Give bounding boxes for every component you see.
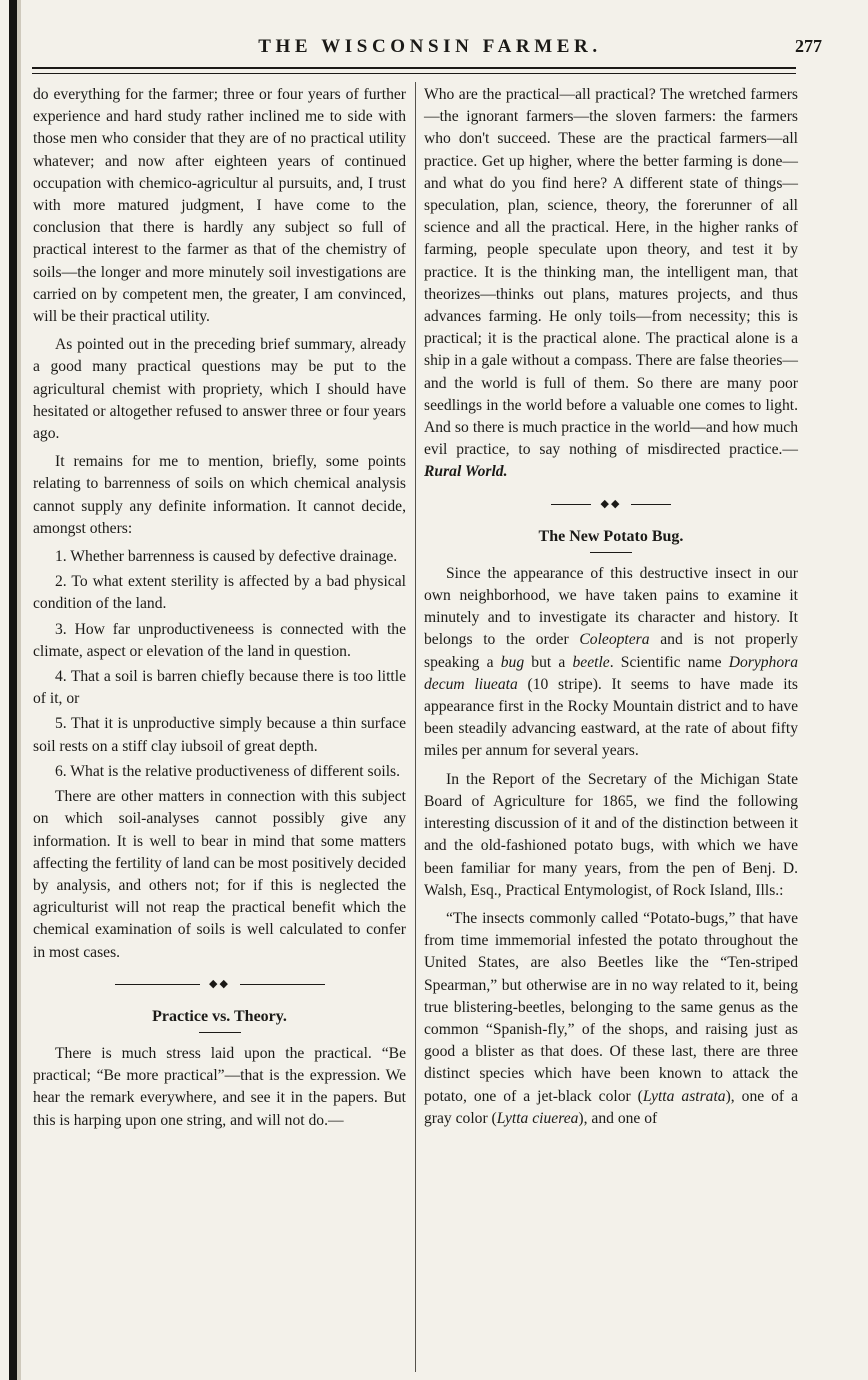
paragraph: In the Report of the Secretary of the Michigan State Board of Agriculture for 1865, we find the following interesting discussion of it and of the distinction between it and the old-fashioned potato bugs, with which we have been familiar for many years, from the pen of Benj. D. Walsh, Esq., Practical Entymologist, of Rock Island, Ills.: — [424, 770, 798, 899]
attribution: Rural World. — [424, 463, 508, 481]
paragraph-text: Who are the practical—all practical? The wretched farmers—the ignorant farmers—the sloven farmers: the farmers who don't succeed. These are the practical farmers—all practice. Get up higher, where the better farming is done—and what do you find here? A different state of things—speculation, plan, science, theory, the forerunner of all science and all the practical. Here, in the higher ranks of farming, people speculate upon theory, and test it by practice. It is the thinking man, the intelligent man, that theorizes—thinks out plans, matures projects, and thus advances farming. He only toils—from necessity; this is practical; it is the practical alone. The practical alone is a ship in a gale without a compass. There are false theories—and the world is full of them. So there are many poor seedlings in the world before a valuable one comes to light. And so there is much practice in the world—and how much evil practice, to say nothing of misdirected practice.— — [424, 86, 798, 459]
section-title: The New Potato Bug. — [538, 527, 684, 545]
section-divider — [33, 970, 406, 1002]
list-item: 1. Whether barrenness is caused by defective drainage. — [55, 548, 398, 566]
paragraph — [424, 908, 798, 1130]
binding-shadow — [17, 0, 21, 1380]
section-title: Practice vs. Theory. — [152, 1007, 287, 1025]
text-run: Since the appearance of this destructive insect in our own neighborhood, we have taken pains to examine it minutely and to investigate its character and history. It belongs to the order — [424, 564, 798, 649]
scientific-name: Lytta astrata — [642, 1087, 726, 1105]
header-rule — [32, 67, 796, 69]
list-item: 2. To what extent sterility is affected by a bad physical condition of the land. — [33, 573, 406, 613]
left-column — [33, 84, 406, 1138]
text-run: “The insects commonly called “Potato-bugs,” that have from time immemorial infested the potato throughout the United States, are also Beetles like the “Ten-striped Spearman,” but otherwise are in no way related to it, being true blistering-beetles, belonging to the same genus as the common “Spanish-fly,” of the shops, and raising just as good a blister as that does. Of these last, there are three distinct species which have been known to attack the potato, one of a jet-black color ( — [424, 909, 798, 1105]
list-item: 5. That it is unproductive simply because a thin surface soil rests on a stiff clay iubsoil of great depth. — [33, 715, 406, 755]
italic-term: Coleoptera — [579, 631, 650, 649]
section-divider — [424, 490, 798, 522]
list-item: 6. What is the relative productiveness of different soils. — [55, 762, 400, 780]
header-rule-thin — [32, 73, 796, 74]
running-title: THE WISCONSIN FARMER. — [258, 36, 602, 57]
page-number: 277 — [795, 36, 822, 56]
paragraph: As pointed out in the preceding brief summary, already a good many practical questions may be put to the agricultural chemist with propriety, which I should have hesitated or altogether refused to answer three or four years ago. — [33, 336, 406, 443]
text-run: (10 stripe). It seems to have made its appearance first in the Rocky Mountain district and to have been steadily advancing eastward, at the rate of about fifty miles per annum for several years. — [424, 675, 798, 760]
title-underline — [590, 552, 632, 553]
text-run: ), and one of — [578, 1109, 658, 1127]
text-run: but a — [524, 653, 573, 671]
italic-term: beetle — [572, 653, 610, 671]
scientific-name: Lytta ciuerea — [496, 1109, 579, 1127]
paragraph — [424, 563, 798, 763]
list-item: 3. How far unproductiveneess is connected with the climate, aspect or elevation of the land in question. — [33, 620, 406, 660]
right-column — [424, 84, 798, 1136]
text-run: and is not properly speaking a — [424, 631, 798, 671]
italic-term: bug — [500, 653, 525, 671]
paragraph: It remains for me to mention, briefly, some points relating to barrenness of soils on which chemical analysis cannot supply any definite information. It cannot decide, amongst others: — [33, 453, 406, 537]
paragraph: There are other matters in connection with this subject on which soil-analyses cannot possibly give any information. It is well to bear in mind that some matters affecting the fertility of land can be most positively decided by analysis, and others not; for if this is neglected the agriculturist will not reap the practical benefit which the chemical examination of soils is well calculated to confer in most cases. — [33, 788, 406, 961]
text-run: ), one of a gray color ( — [424, 1087, 798, 1127]
divider-ornament: ◆◆ — [591, 496, 631, 512]
column-divider — [415, 82, 416, 1372]
binding-edge — [9, 0, 17, 1380]
scientific-name: Doryphora decum liueata — [424, 653, 799, 693]
list-item: 4. That a soil is barren chiefly because there is too little of it, or — [33, 668, 406, 708]
divider-ornament: ◆◆ — [200, 976, 240, 992]
paragraph: There is much stress laid upon the practical. “Be practical; “Be more practical”—that is the expression. We hear the remark everywhere, and see it in the papers. But this is harping upon one string, and will not do.— — [33, 1044, 406, 1129]
paragraph: do everything for the farmer; three or four years of further experience and hard study rather inclined me to side with those men who consider that they are of no practical utility whatever; and now after eighteen years of continued occupation with chemico-agricultur al pursuits, and, I trust with more matured judgment, I have come to the conclusion that there is hardly any subject so full of practical interest to the farmer as that of the chemistry of soils—the longer and more minutely soil investigations are carried on by competent men, the greater, I am convinced, will be their practical utility. — [33, 86, 406, 326]
text-run: . Scientific name — [609, 653, 729, 671]
paragraph — [424, 84, 798, 484]
title-underline — [199, 1032, 241, 1033]
page-header — [32, 30, 828, 60]
